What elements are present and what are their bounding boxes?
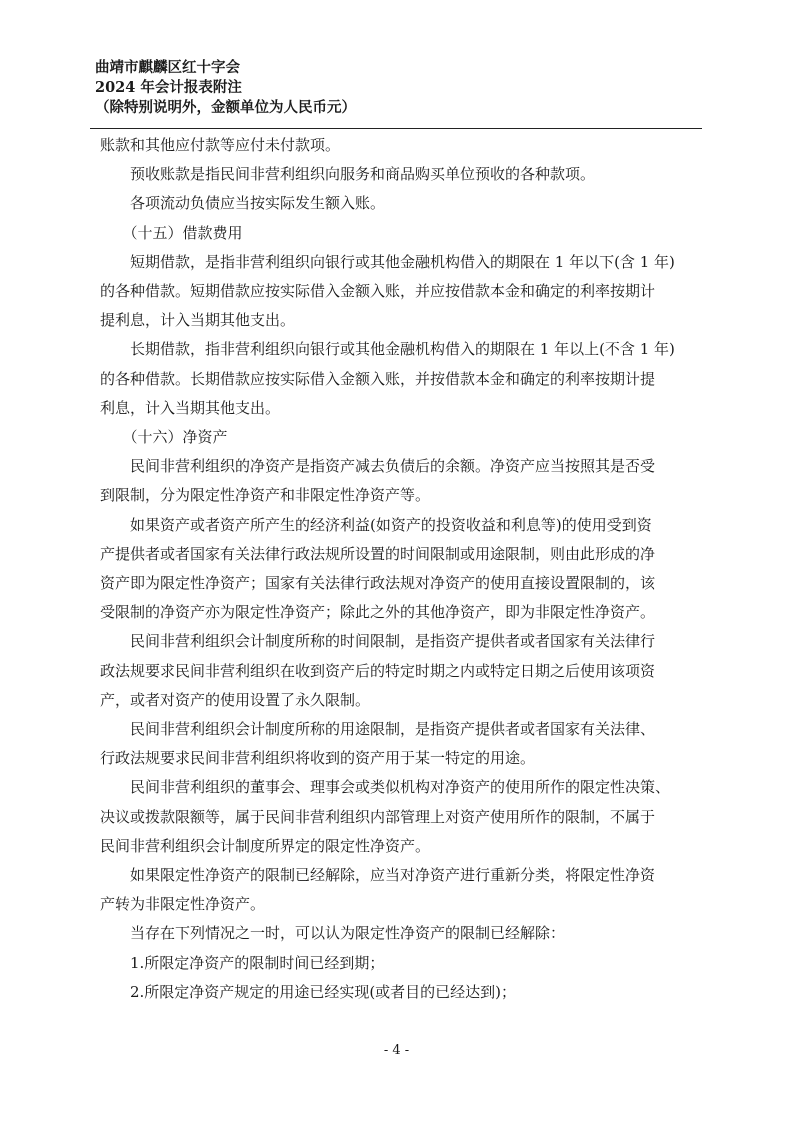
paragraph-reclassification: 如果限定性净资产的限制已经解除，应当对净资产进行重新分类，将限定性净资 产转为非限定性净资产。 (100, 866, 656, 914)
paragraph-net-assets-definition: 民间非营利组织的净资产是指资产减去负债后的余额。净资产应当按照其是否受 到限制，分为限定性净资产和非限定性净资产等。 (100, 457, 656, 505)
header-divider (90, 128, 702, 129)
report-title: 2024 年会计报表附注 (95, 79, 242, 96)
list-item-condition-2: 2.所限定净资产规定的用途已经实现(或者目的已经达到)； (100, 982, 517, 1001)
paragraph-restricted-net-assets: 如果资产或者资产所产生的经济利益(如资产的投资收益和利息等)的使用受到资 产提供者或者国家有关法律行政法规所设置的时间限制或用途限制，则由此形成的净 资产即为限定性净资产；国家有关法律行政法规对净资产的使用直接设置限制的，该 受限制的净资产亦为限定性净资产；除此之外的其他净资产，即为非限定性净资产。 (100, 515, 656, 622)
paragraph-current-liabilities: 各项流动负债应当按实际发生额入账。 (100, 194, 386, 213)
paragraph-advance-receipts: 预收账款是指民间非营利组织向服务和商品购买单位预收的各种款项。 (100, 165, 596, 184)
paragraph-release-conditions: 当存在下列情况之一时，可以认为限定性净资产的限制已经解除： (100, 924, 566, 943)
paragraph-short-term-loans: 短期借款，是指非营利组织向银行或其他金融机构借入的期限在 1 年以下(含 1 年) 的各种借款。短期借款应按实际借入金额入账，并应按借款本金和确定的利率按期计 提利息，计入当期其他支出。 (100, 252, 675, 330)
paragraph-continuation: 账款和其他应付款等应付未付款项。 (100, 136, 341, 154)
section-heading-net-assets: （十六）净资产 (100, 428, 228, 447)
document-body (100, 131, 704, 1007)
page-number: - 4 - (383, 1043, 410, 1058)
section-heading-borrowing-costs: （十五）借款费用 (100, 223, 243, 242)
paragraph-time-restriction: 民间非营利组织会计制度所称的时间限制，是指资产提供者或者国家有关法律行 政法规要求民间非营利组织在收到资产后的特定时期之内或特定日期之后使用该项资 产，或者对资产的使用设置了永久限制。 (100, 632, 656, 709)
organization-name: 曲靖市麒麟区红十字会 (95, 59, 240, 76)
currency-note: （除特别说明外，金额单位为人民币元） (95, 99, 356, 116)
paragraph-internal-restriction: 民间非营利组织的董事会、理事会或类似机构对净资产的使用所作的限定性决策、 决议或拨款限额等，属于民间非营利组织内部管理上对资产使用所作的限制，不属于 民间非营利组织会计制度所界定的限定性净资产。 (100, 778, 671, 855)
page-header (95, 58, 705, 118)
paragraph-purpose-restriction: 民间非营利组织会计制度所称的用途限制，是指资产提供者或者国家有关法律、 行政法规要求民间非营利组织将收到的资产用于某一特定的用途。 (100, 720, 656, 768)
paragraph-long-term-loans: 长期借款，指非营利组织向银行或其他金融机构借入的期限在 1 年以上(不含 1 年) 的各种借款。长期借款应按实际借入金额入账，并按借款本金和确定的利率按期计提 利息，计入当期其他支出。 (100, 340, 675, 417)
list-item-condition-1: 1.所限定净资产的限制时间已经到期； (100, 953, 385, 972)
